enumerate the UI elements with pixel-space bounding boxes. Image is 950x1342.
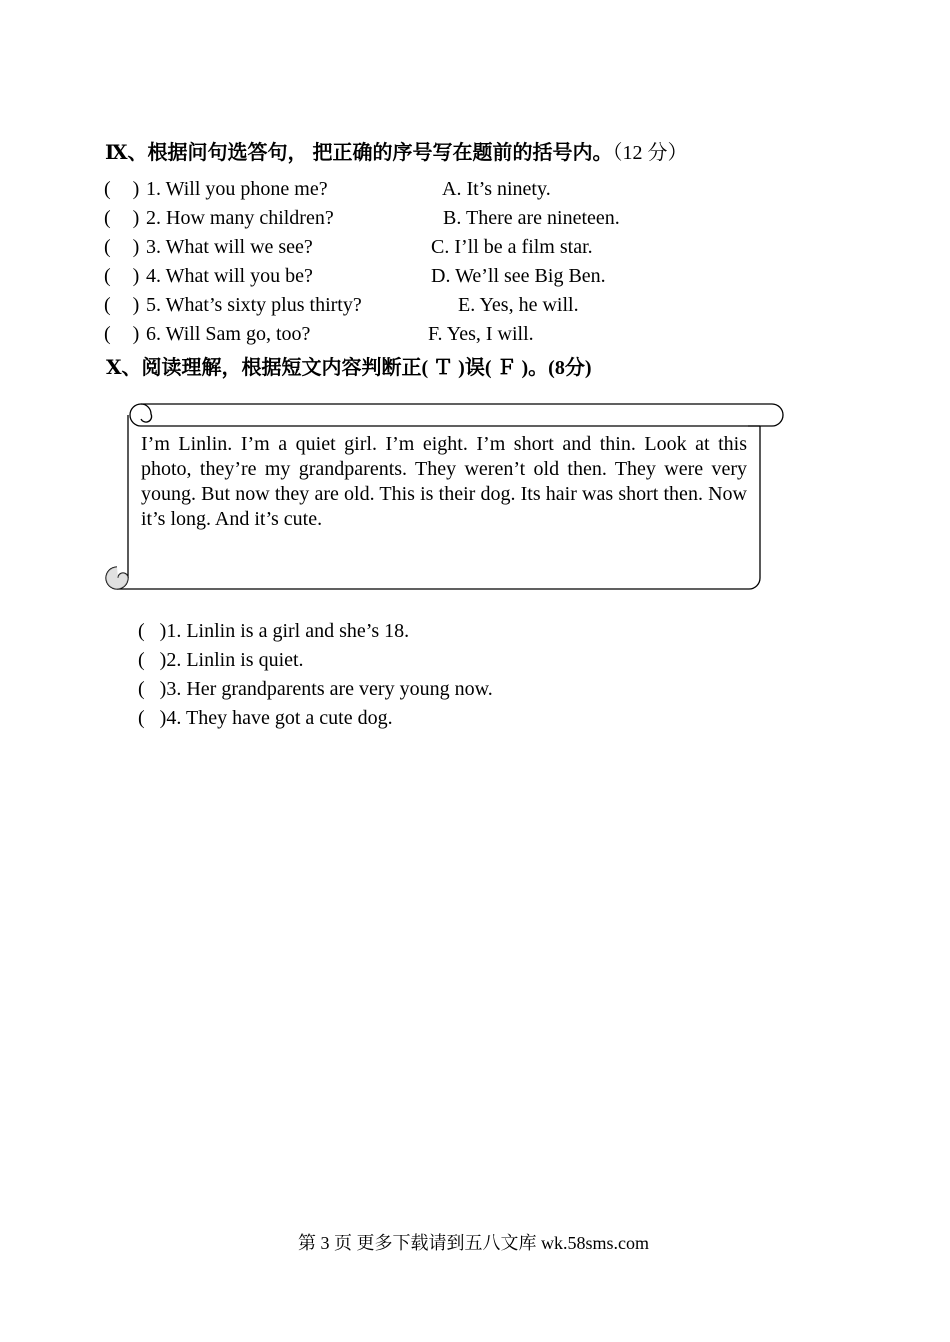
answer-option-b: B. There are nineteen.: [443, 207, 620, 229]
statement-text: 4. They have got a cute dog.: [166, 707, 393, 729]
answer-option-c: C. I’ll be a film star.: [431, 236, 593, 258]
answer-blank[interactable]: ( ): [104, 207, 140, 229]
page-footer: 第 3 页 更多下载请到五八文库 wk.58sms.com: [298, 1233, 649, 1253]
section-9-title: Ⅸ、根据问句选答句， 把正确的序号写在题前的括号内。: [105, 142, 613, 164]
question-text: 5. What’s sixty plus thirty?: [146, 294, 362, 316]
question-text: 2. How many children?: [146, 207, 334, 229]
answer-blank[interactable]: ( ): [138, 707, 167, 729]
statement-1: [138, 620, 409, 643]
answer-option-a: A. It’s ninety.: [442, 178, 551, 200]
statement-2: [138, 649, 304, 672]
answer-blank[interactable]: ( ): [104, 323, 140, 345]
question-text: 4. What will you be?: [146, 265, 313, 287]
answer-blank[interactable]: ( ): [138, 649, 167, 671]
section-9-score: （12 分）: [612, 142, 688, 164]
statement-text: 3. Her grandparents are very young now.: [166, 678, 493, 700]
answer-blank[interactable]: ( ): [104, 265, 140, 287]
statement-4: [138, 707, 393, 730]
answer-blank[interactable]: ( ): [104, 236, 140, 258]
statement-text: 1. Linlin is a girl and she’s 18.: [166, 620, 410, 642]
question-text: 6. Will Sam go, too?: [146, 323, 311, 345]
reading-passage: I’m Linlin. I’m a quiet girl. I’m eight. I’m short and thin. Look at this photo, they’re my grandparents. They weren’t old then. They were very young. But now they are old. This is their dog. Its hair was short then. Now it’s long. And it’s cute.: [141, 433, 747, 530]
statement-text: 2. Linlin is quiet.: [166, 649, 304, 671]
answer-blank[interactable]: ( ): [104, 294, 140, 316]
answer-option-e: E. Yes, he will.: [458, 294, 579, 316]
statement-3: [138, 678, 493, 701]
answer-blank[interactable]: ( ): [138, 678, 167, 700]
answer-option-f: F. Yes, I will.: [428, 323, 534, 345]
answer-option-d: D. We’ll see Big Ben.: [431, 265, 606, 287]
answer-blank[interactable]: ( ): [138, 620, 167, 642]
question-text: 3. What will we see?: [146, 236, 313, 258]
question-text: 1. Will you phone me?: [146, 178, 328, 200]
section-10-heading: Ⅹ、阅读理解，根据短文内容判断正( Ｔ )误( Ｆ )。(8分): [106, 357, 592, 379]
answer-blank[interactable]: ( ): [104, 178, 140, 200]
